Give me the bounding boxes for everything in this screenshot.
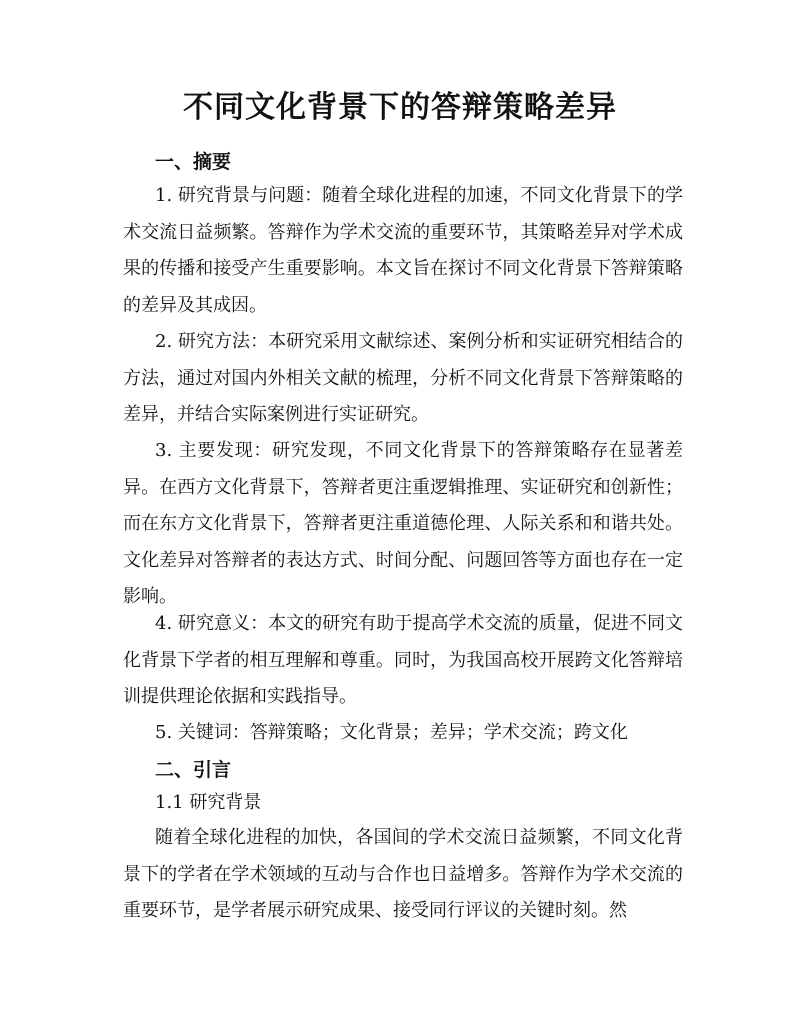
abstract-paragraph-5: 5. 关键词：答辩策略；文化背景；差异；学术交流；跨文化 [155, 722, 628, 743]
section-heading-abstract: 一、摘要 [155, 151, 232, 173]
abstract-paragraph-3: 3. 主要发现：研究发现，不同文化背景下的答辩策略存在显著差异。在西方文化背景下，答辩者更注重逻辑推理、实证研究和创新性；而在东方文化背景下，答辩者更注重道德伦理、人际关系和和谐共处。文化差异对答辩者的表达方式、时间分配、问题回答等方面也存在一定影响。 [123, 440, 683, 607]
abstract-paragraph-1: 1. 研究背景与问题：随着全球化进程的加速，不同文化背景下的学术交流日益频繁。答辩作为学术交流的重要环节，其策略差异对学术成果的传播和接受产生重要影响。本文旨在探讨不同文化背景下答辩策略的差异及其成因。 [123, 185, 683, 316]
introduction-paragraph-1: 随着全球化进程的加快，各国间的学术交流日益频繁，不同文化背景下的学者在学术领域的互动与合作也日益增多。答辩作为学术交流的重要环节，是学者展示研究成果、接受同行评议的关键时刻。然 [123, 827, 683, 921]
document-title: 不同文化背景下的答辩策略差异 [183, 90, 617, 125]
abstract-paragraph-2: 2. 研究方法：本研究采用文献综述、案例分析和实证研究相结合的方法，通过对国内外相关文献的梳理，分析不同文化背景下答辩策略的差异，并结合实际案例进行实证研究。 [123, 331, 683, 425]
subsection-heading-background: 1.1 研究背景 [155, 792, 262, 813]
abstract-paragraph-4: 4. 研究意义：本文的研究有助于提高学术交流的质量，促进不同文化背景下学者的相互理解和尊重。同时，为我国高校开展跨文化答辩培训提供理论依据和实践指导。 [123, 613, 683, 707]
section-heading-introduction: 二、引言 [155, 759, 232, 781]
